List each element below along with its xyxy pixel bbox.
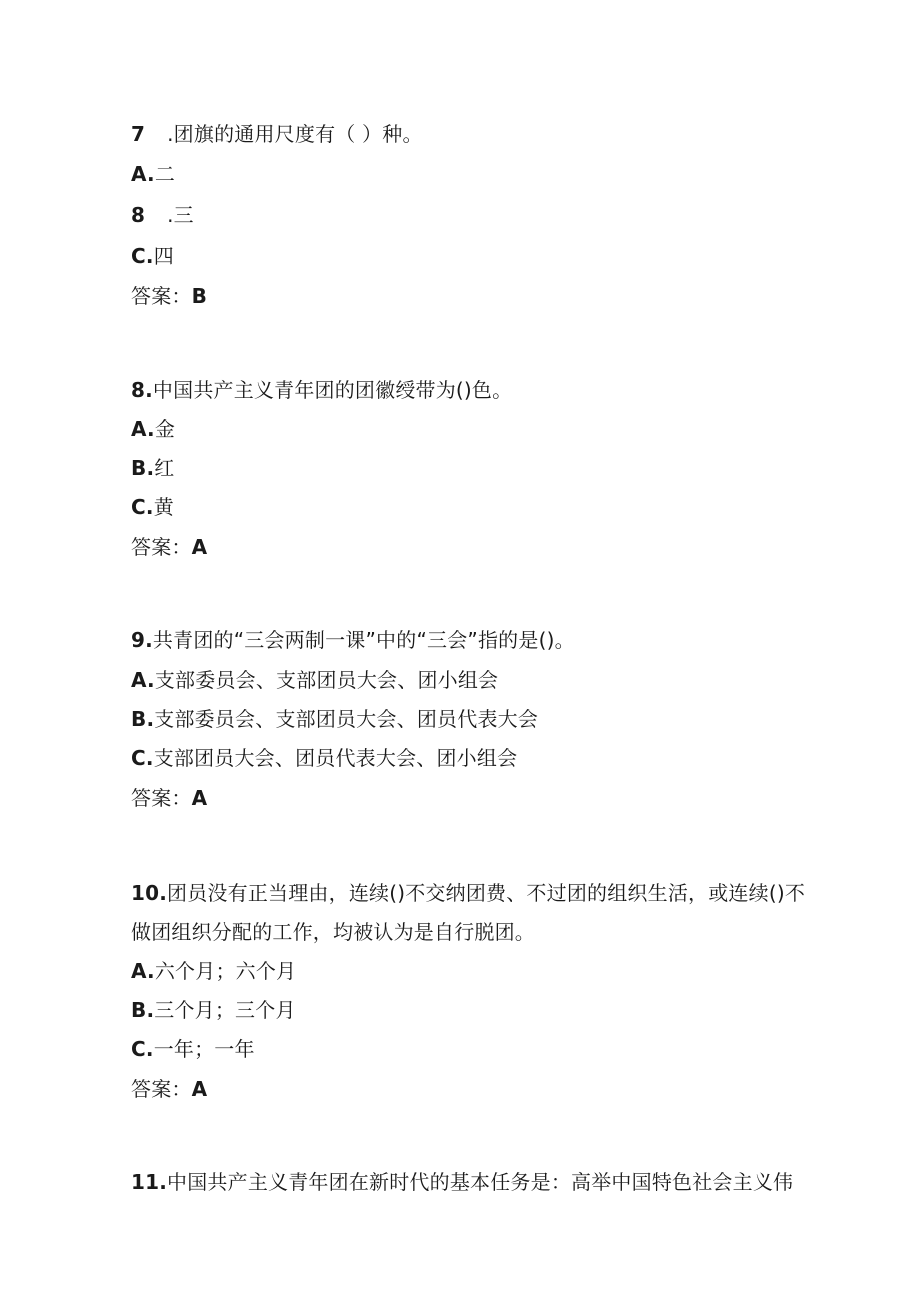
option-text: 四 xyxy=(153,244,174,268)
option-label: A. xyxy=(131,668,155,692)
question-number: 10. xyxy=(131,881,168,905)
option-text: 六个月；六个月 xyxy=(154,959,297,983)
option-c xyxy=(131,244,174,268)
option-text: .三 xyxy=(167,203,194,227)
option-b xyxy=(131,998,296,1022)
question-number: 11. xyxy=(131,1170,168,1194)
option-a xyxy=(131,417,175,441)
question-text: 共青团的“三会两制一课”中的“三会”指的是()。 xyxy=(152,628,575,652)
answer-label: 答案： xyxy=(131,535,192,559)
answer xyxy=(131,786,207,810)
answer-value: A xyxy=(191,535,208,559)
option-label: C. xyxy=(131,746,154,770)
option-text: 三个月；三个月 xyxy=(154,998,296,1022)
question-text-continued: 做团组织分配的工作，均被认为是自行脱团。 xyxy=(131,920,535,944)
option-label: 8 xyxy=(131,203,146,227)
answer xyxy=(131,284,207,308)
question-8-stem xyxy=(131,378,512,402)
option-label: B. xyxy=(131,707,155,731)
question-9-stem xyxy=(131,628,575,652)
option-label: C. xyxy=(131,495,154,519)
option-text: 支部团员大会、团员代表大会、团小组会 xyxy=(153,746,518,770)
question-7-stem xyxy=(131,122,423,146)
question-text: .团旗的通用尺度有（ ）种。 xyxy=(167,122,423,146)
answer-label: 答案： xyxy=(131,1077,192,1101)
option-b xyxy=(131,203,194,227)
question-10-stem xyxy=(131,881,805,905)
option-b xyxy=(131,707,538,731)
answer-value: B xyxy=(191,284,208,308)
option-text: 二 xyxy=(154,162,176,186)
option-a xyxy=(131,668,498,692)
option-label: A. xyxy=(131,959,155,983)
option-text: 黄 xyxy=(153,495,174,519)
question-number: 9. xyxy=(131,628,153,652)
option-text: 红 xyxy=(154,456,175,480)
answer-value: A xyxy=(191,1077,208,1101)
option-b xyxy=(131,456,174,480)
question-10-stem-line2 xyxy=(131,920,535,944)
question-number: 7 xyxy=(131,122,146,146)
option-label: C. xyxy=(131,244,154,268)
question-text: 中国共产主义青年团在新时代的基本任务是：高举中国特色社会主义伟 xyxy=(167,1170,794,1194)
question-11-stem xyxy=(131,1170,793,1194)
option-a xyxy=(131,959,296,983)
answer-label: 答案： xyxy=(131,284,192,308)
answer-label: 答案： xyxy=(131,786,192,810)
option-text: 金 xyxy=(154,417,176,441)
option-c xyxy=(131,746,517,770)
answer xyxy=(131,1077,207,1101)
option-label: A. xyxy=(131,417,155,441)
question-text: 团员没有正当理由，连续()不交纳团费、不过团的组织生活，或连续()不 xyxy=(167,881,806,905)
question-text: 中国共产主义青年团的团徽绶带为()色。 xyxy=(152,378,513,402)
option-label: B. xyxy=(131,456,155,480)
answer xyxy=(131,535,207,559)
option-label: B. xyxy=(131,998,155,1022)
option-c xyxy=(131,495,174,519)
option-text: 支部委员会、支部团员大会、团小组会 xyxy=(154,668,499,692)
option-text: 一年；一年 xyxy=(153,1037,255,1061)
answer-value: A xyxy=(191,786,208,810)
question-number: 8. xyxy=(131,378,153,402)
option-label: A. xyxy=(131,162,155,186)
option-text: 支部委员会、支部团员大会、团员代表大会 xyxy=(154,707,539,731)
option-c xyxy=(131,1037,255,1061)
option-label: C. xyxy=(131,1037,154,1061)
option-a xyxy=(131,162,175,186)
